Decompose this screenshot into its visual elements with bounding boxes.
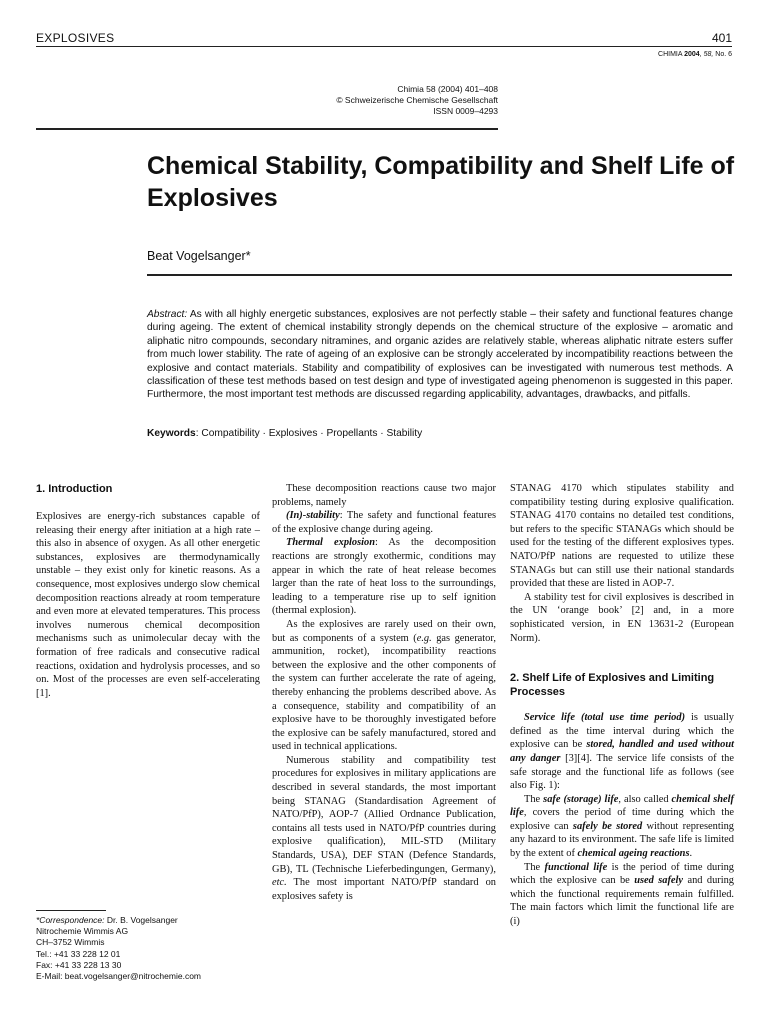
organization: Nitrochemie Wimmis AG [36, 926, 129, 937]
paragraph-safe-life: The safe (storage) life, also called chemical shelf life, covers the period of time during which the explosive can safely be stored without representing any hazard to its environment. The safe life is limited by the extent of chemical ageing reactions. [510, 793, 734, 860]
paragraph: These decomposition reactions cause two major problems, namely [272, 483, 496, 508]
keywords [147, 428, 733, 439]
paragraph-functional-life: The functional life is the period of time during which the explosive can be used safely and during which the functional requirements remain fulfilled. The main factors which limit the functional life are (i) [510, 861, 734, 928]
address: CH–3752 Wimmis [36, 937, 105, 948]
abstract-label: Abstract: [147, 309, 188, 320]
author-divider [147, 274, 732, 276]
journal-issue-line: CHIMIA 2004, 58, No. 6 [658, 51, 732, 58]
keywords-text: : Compatibility · Explosives · Propellants · Stability [195, 428, 423, 439]
abstract-text: As with all highly energetic substances, explosives are not perfectly stable – their safety and functional features change during ageing. The extent of chemical instability strongly depends on the chemical structure of the explosive – aromatic and aliphatic nitro compounds, secondary nitramines, and organic azides are relatively stable, whereas aliphatic nitrate esters suffer from much lower stability. The rate of ageing of an explosive can be strongly accelerated by incompatibility reactions between the explosive and contact materials. Stability and compatibility of explosives can be investigated with numerous test methods. A classification of these test methods based on test design and type of investigated ageing phenomenon is suggested in this paper. Furthermore, the most important test methods are discussed regarding applicability, advantages, drawbacks, and pitfalls. [147, 309, 733, 401]
page-number: 401 [711, 31, 732, 45]
paragraph: As the explosives are rarely used on their own, but as components of a system (e.g. gas generator, ammunition, rocket), incompatibility reactions between the explosive and the other components of the system can further accelerate the rate of ageing, thereby enhancing the problems described above. As a consequence, stability and compatibility of an explosive have to be thoroughly investigated before the explosive can be safely manufactured, stored and used in technical applications. [272, 618, 496, 753]
running-header-section: EXPLOSIVES [36, 31, 115, 45]
copyright: © Schweizerische Chemische Gesellschaft [336, 95, 498, 105]
correspondence-line: *Correspondence: Dr. B. Vogelsanger [36, 915, 178, 925]
column-3 [510, 482, 734, 929]
section-heading-shelf-life: 2. Shelf Life of Explosives and Limiting Processes [510, 672, 715, 699]
paragraph: STANAG 4170 which stipulates stability and compatibility testing during explosive qualification. STANAG 4170 contains no detailed test conditions, but refers to the specific STANAGs which should be used for the testing of the different explosives types. NATO/PfP nations are requested to utilize these STANAGs but can still use their national standards provided that these are listed in AOP-7. [510, 483, 734, 590]
article-title: Chemical Stability, Compatibility and Shelf Life of Explosives [147, 152, 735, 212]
section-heading-introduction: 1. Introduction [36, 483, 113, 495]
paragraph: A stability test for civil explosives is described in the UN ‘orange book’ [2] and, in a more sophisticated version, in EN 13631-2 (European Norm). [510, 591, 734, 644]
publication-info [268, 84, 498, 117]
paragraph-service-life: Service life (total use time period) is usually defined as the time interval during which the explosive can be stored, handled and used without any danger [3][4]. The service life consists of the safe storage and the functional life as follows (see also Fig. 1): [510, 712, 735, 792]
column-2 [272, 482, 496, 903]
column-1 [36, 482, 260, 700]
header-divider [36, 46, 732, 47]
paragraph: Numerous stability and compatibility test procedures for explosives in military applications are described in several standards, the most important being STANAG (Standardisation Agreement of NATO/PfP), AOP-7 (Allied Ordnance Publication, contains all tests used in NATO/PfP countries during explosive qualification), MIL-STD (Military Standards, USA), DEF STAN (Defence Standards, GB), TL (Technische Lieferbedingungen, Germany), etc. The most important NATO/PfP standard on explosives safety is [272, 754, 496, 902]
fax: Fax: +41 33 228 13 30 [36, 959, 122, 970]
telephone: Tel.: +41 33 228 12 01 [36, 948, 121, 959]
abstract [147, 308, 733, 402]
correspondence-footnote [36, 915, 260, 982]
paragraph-instability: (In)-stability: The safety and functional features of the explosive change during ageing. [272, 510, 496, 535]
footnote-divider [36, 910, 106, 911]
author: Beat Vogelsanger* [147, 249, 251, 263]
paragraph: Explosives are energy-rich substances capable of releasing their energy after initiation at a high rate – this also in absence of oxygen. As all other energetic substances, explosives are thermodynamically unstable – they exist only for kinetic reasons. As a consequence, most explosives undergo slow chemical decomposition reactions already at room temperature and even more at elevated temperatures. This process involves numerous chemical decomposition mechanisms such as unimolecular decay with the formation of free radicals and consecutive radical reactions, oxidation and hydrolysis processes, and so on. Most of the processes are even self-accelerating [1]. [36, 511, 260, 699]
citation: Chimia 58 (2004) 401–408 [397, 84, 498, 94]
email: E-Mail: beat.vogelsanger@nitrochemie.com [36, 971, 202, 982]
paragraph-thermal: Thermal explosion: As the decomposition reactions are strongly exothermic, conditions may appear in which the rate of heat release becomes larger than the rate of heat loss to the surroundings, leading to a temperature rise up to self ignition (thermal explosion). [272, 537, 496, 617]
title-divider [36, 128, 498, 130]
issn: ISSN 0009–4293 [433, 106, 498, 116]
keywords-label: Keywords [147, 428, 196, 439]
